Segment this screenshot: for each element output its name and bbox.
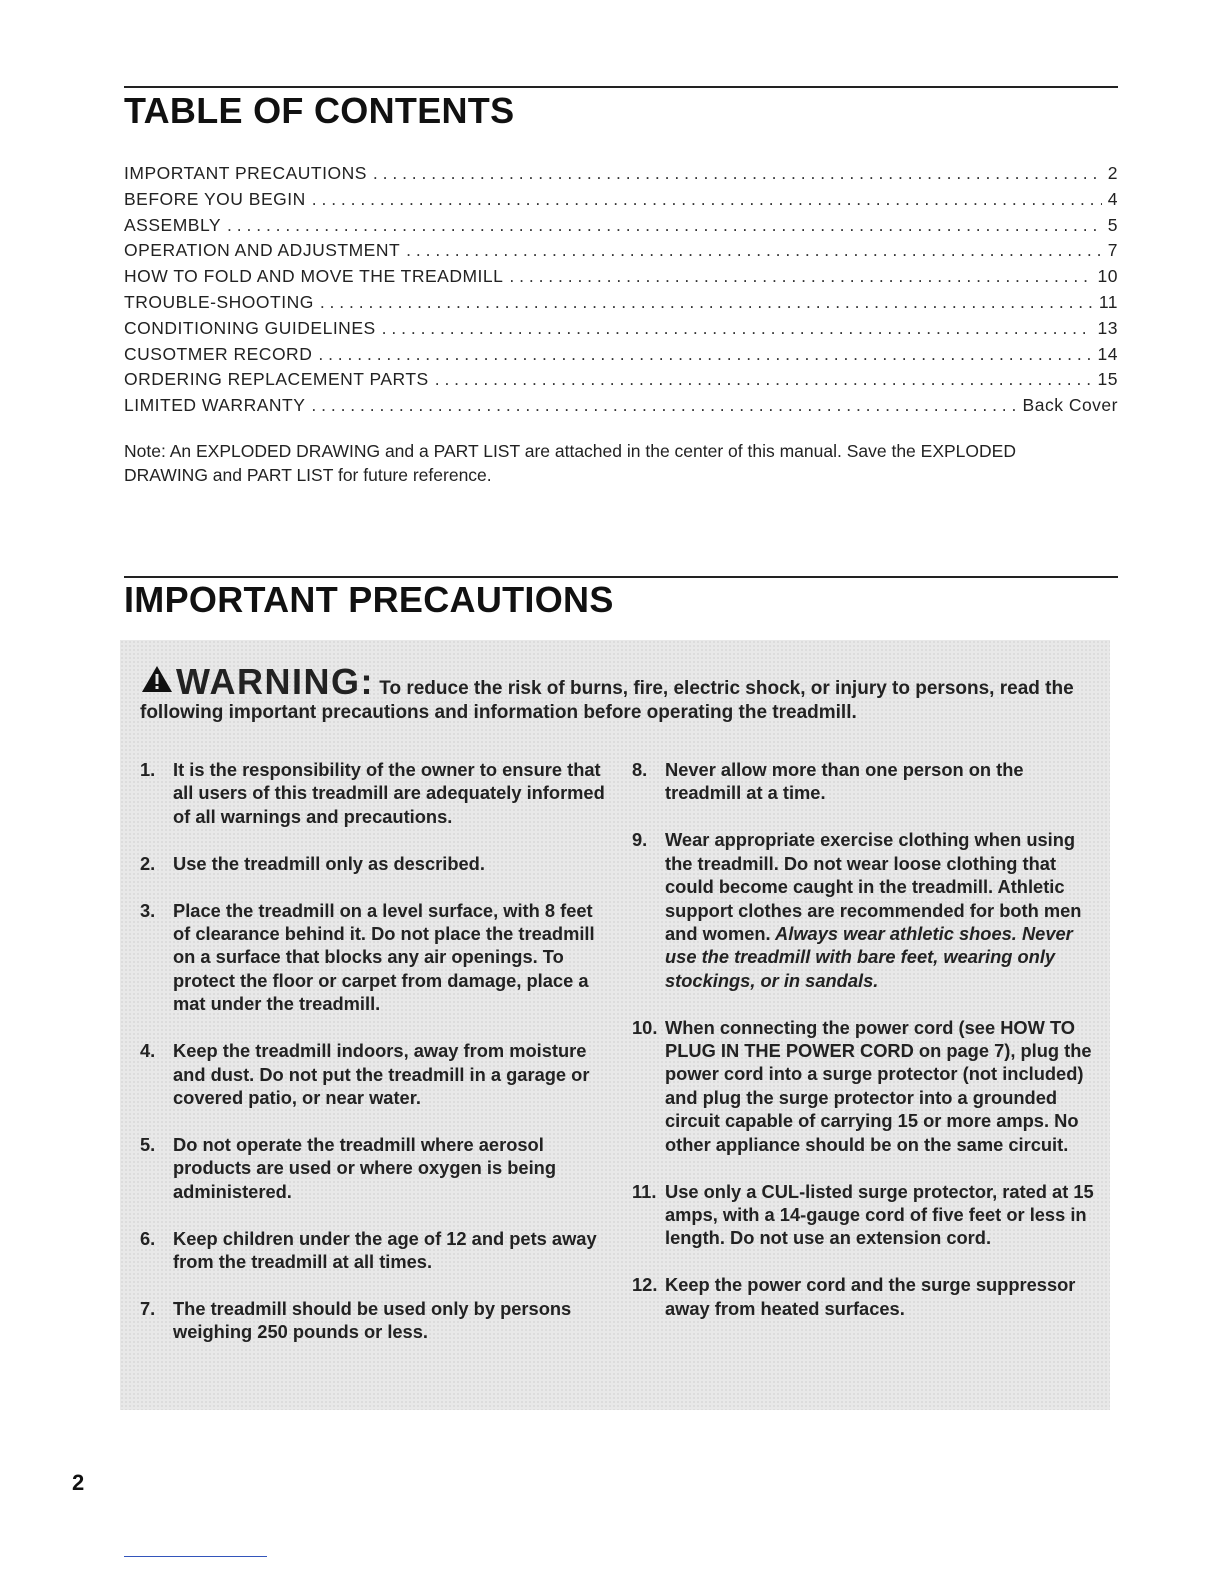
toc-top-rule <box>124 86 1118 88</box>
precaution-number: 1. <box>140 759 156 780</box>
precaution-item <box>632 1016 1102 1156</box>
toc-entry <box>124 369 1118 395</box>
toc-entry-label: CUSOTMER RECORD <box>124 343 313 364</box>
precaution-item <box>140 1039 610 1109</box>
precaution-number: 2. <box>140 852 156 874</box>
toc-entry <box>124 240 1118 266</box>
toc-leader-dots <box>435 369 1092 390</box>
precaution-number: 6. <box>140 1227 156 1249</box>
precautions-left-column <box>140 758 610 1367</box>
precaution-text: Use the treadmill only as described. <box>173 852 485 874</box>
toc-entry <box>124 163 1118 189</box>
toc-entry-page: 7 <box>1107 240 1118 261</box>
toc-entry-label: ORDERING REPLACEMENT PARTS <box>124 369 429 390</box>
toc-entry <box>124 344 1118 370</box>
toc-entry-label: CONDITIONING GUIDELINES <box>124 317 376 338</box>
toc-heading: TABLE OF CONTENTS <box>124 90 515 131</box>
toc-leader-dots <box>509 266 1091 287</box>
precaution-number: 4. <box>140 1040 156 1062</box>
precaution-item <box>140 1227 610 1274</box>
toc-leader-dots <box>227 215 1102 236</box>
toc-entry-label: ASSEMBLY <box>124 214 222 235</box>
warning-text: To reduce the risk of burns, fire, electric shock, or injury to persons, read the following important precautions and information before operating the treadmill. <box>140 678 1074 723</box>
toc-leader-dots <box>312 189 1102 210</box>
toc-entry-page: 10 <box>1097 266 1118 287</box>
toc-entry-page: 13 <box>1097 317 1118 338</box>
toc-leader-dots <box>382 318 1092 339</box>
toc-leader-dots <box>318 344 1091 365</box>
toc-entry <box>124 292 1118 318</box>
footer-line <box>124 1556 267 1557</box>
precaution-item <box>632 1273 1102 1320</box>
precaution-text-with-italic <box>665 828 1102 992</box>
toc-entry-page: 15 <box>1097 369 1118 390</box>
toc-leader-dots <box>373 163 1102 184</box>
toc-entry-page: Back Cover <box>1022 395 1118 416</box>
precautions-right-column <box>632 758 1102 1344</box>
toc-entry <box>124 215 1118 241</box>
precaution-item <box>632 1180 1102 1250</box>
page-number: 2 <box>72 1470 85 1495</box>
toc-entry-label: OPERATION AND ADJUSTMENT <box>124 240 401 261</box>
toc-entry-page: 4 <box>1107 188 1118 209</box>
toc-entry-page: 11 <box>1098 291 1118 312</box>
toc-leader-dots <box>320 292 1093 313</box>
precaution-text: It is the responsibility of the owner to ensure that all users of this treadmill are adequately informed of all warnings and precautions. <box>173 759 605 827</box>
precaution-italic-text: Always wear athletic shoes. Never use the treadmill with bare feet, wearing only stockings, or in sandals. <box>665 922 1073 991</box>
precaution-number: 10. <box>632 1016 658 1038</box>
precaution-number: 12. <box>632 1274 658 1296</box>
precautions-heading: IMPORTANT PRECAUTIONS <box>124 579 614 620</box>
precaution-number: 7. <box>140 1297 156 1319</box>
toc-entry-page: 2 <box>1107 163 1118 183</box>
toc-entry-label: TROUBLE-SHOOTING <box>124 291 314 312</box>
toc-leader-dots <box>311 395 1016 416</box>
precaution-text: Keep the power cord and the surge suppressor away from heated surfaces. <box>665 1274 1076 1319</box>
toc-note: Note: An EXPLODED DRAWING and a PART LIST are attached in the center of this manual. Save the EXPLODED DRAWING and PART LIST for future reference. <box>124 441 1016 485</box>
precaution-text: Keep children under the age of 12 and pets away from the treadmill at all times. <box>173 1227 597 1272</box>
toc-entry-page: 5 <box>1107 214 1118 235</box>
precaution-number: 5. <box>140 1133 156 1155</box>
precaution-text: The treadmill should be used only by persons weighing 250 pounds or less. <box>173 1297 572 1343</box>
precaution-text: Do not operate the treadmill where aerosol products are used or where oxygen is being administered. <box>173 1133 556 1202</box>
toc-entry-label: LIMITED WARRANTY <box>124 395 306 416</box>
precaution-number: 8. <box>632 759 648 780</box>
precaution-text: When connecting the power cord (see HOW TO PLUG IN THE POWER CORD on page 7), plug the power cord into a surge protector (not included) and plug the surge protector into a grounded circuit capable of carrying 15 or more amps. No other appliance should be on the same circuit. <box>665 1016 1092 1155</box>
toc-entry <box>124 395 1118 421</box>
toc-entry-label: HOW TO FOLD AND MOVE THE TREADMILL <box>124 266 504 287</box>
precaution-number: 11. <box>632 1180 657 1202</box>
toc-entry <box>124 266 1118 292</box>
precaution-text: Use only a CUL-listed surge protector, rated at 15 amps, with a 14-gauge cord of five feet or less in length. Do not use an extension cord. <box>665 1180 1094 1249</box>
toc-entry-label: BEFORE YOU BEGIN <box>124 188 306 209</box>
warning-label: WARNING: <box>176 661 374 702</box>
warning-block <box>140 661 1115 725</box>
toc-entry-page: 14 <box>1097 343 1118 364</box>
toc-leader-dots <box>406 240 1102 261</box>
toc-entry <box>124 189 1118 215</box>
precaution-number: 9. <box>632 829 648 851</box>
precaution-item <box>140 758 610 828</box>
warning-triangle-icon <box>140 664 174 701</box>
precaution-text: Never allow more than one person on the treadmill at a time. <box>665 759 1024 804</box>
precaution-number: 3. <box>140 899 156 921</box>
toc-entry-label: IMPORTANT PRECAUTIONS <box>124 163 367 183</box>
toc-entry <box>124 318 1118 344</box>
precaution-item <box>140 1133 610 1203</box>
precaution-item <box>140 852 610 875</box>
precaution-item <box>140 899 610 1016</box>
precaution-item <box>632 828 1102 992</box>
precaution-item <box>140 1297 610 1344</box>
precaution-text: Keep the treadmill indoors, away from moisture and dust. Do not put the treadmill in a garage or covered patio, or near water. <box>173 1040 590 1108</box>
toc-list <box>124 163 1118 421</box>
precaution-text: Wear appropriate exercise clothing when using the treadmill. Do not wear loose clothing that could become caught in the treadmill. Athletic support clothes are recommended for both men and women. <box>665 829 1082 944</box>
precaution-item <box>632 758 1102 805</box>
precautions-top-rule <box>124 576 1118 578</box>
precaution-text: Place the treadmill on a level surface, with 8 feet of clearance behind it. Do not place the treadmill on a surface that blocks any air openings. To protect the floor or carpet from damage, place a mat under the treadmill. <box>173 899 595 1015</box>
